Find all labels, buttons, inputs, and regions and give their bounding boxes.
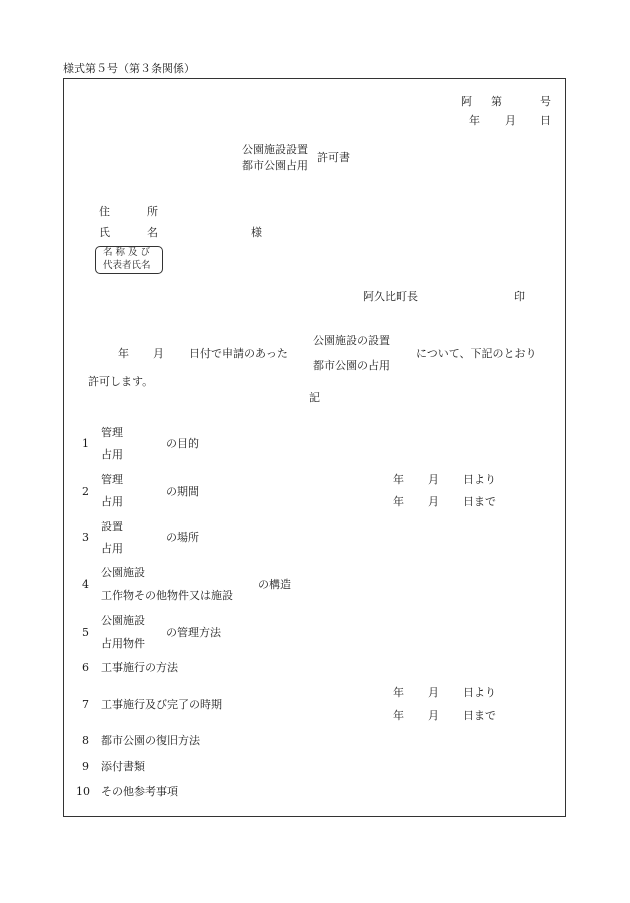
item-3-suffix: の場所 bbox=[166, 531, 199, 544]
item-8-label: 都市公園の復旧方法 bbox=[101, 734, 200, 747]
body-tail: について、下記のとおり bbox=[416, 347, 537, 360]
honorific: 様 bbox=[251, 226, 262, 239]
item-9-number: 9 bbox=[82, 760, 89, 773]
title-suffix: 許可書 bbox=[317, 151, 350, 164]
item-2-from-year: 年 bbox=[393, 473, 404, 486]
item-7-to-year: 年 bbox=[393, 709, 404, 722]
item-6-label: 工事施行の方法 bbox=[101, 661, 178, 674]
header-go: 号 bbox=[540, 95, 551, 108]
item-2-to-day: 日まで bbox=[463, 495, 496, 508]
header-town: 阿 bbox=[461, 95, 472, 108]
item-9-label: 添付書類 bbox=[101, 760, 145, 773]
item-7-from-day: 日より bbox=[463, 686, 496, 699]
item-3-label-b: 占用 bbox=[101, 542, 123, 555]
header-day: 日 bbox=[540, 114, 551, 127]
item-4-number: 4 bbox=[82, 578, 89, 591]
item-3-number: 3 bbox=[82, 531, 89, 544]
item-4-suffix: の構造 bbox=[258, 578, 291, 591]
item-8-number: 8 bbox=[82, 734, 89, 747]
title-line1: 公園施設設置 bbox=[242, 143, 308, 156]
item-7-from-month: 月 bbox=[428, 686, 439, 699]
item-5-label-a: 公園施設 bbox=[101, 614, 145, 627]
item-2-suffix: の期間 bbox=[166, 485, 199, 498]
header-year: 年 bbox=[469, 114, 480, 127]
body-year: 年 bbox=[118, 347, 129, 360]
body-month: 月 bbox=[153, 347, 164, 360]
item-2-number: 2 bbox=[82, 485, 89, 498]
item-5-number: 5 bbox=[82, 626, 89, 639]
item-1-number: 1 bbox=[82, 437, 89, 450]
item-7-label: 工事施行及び完了の時期 bbox=[101, 698, 222, 711]
name-label-1: 氏 bbox=[99, 226, 110, 239]
header-dai: 第 bbox=[491, 95, 502, 108]
address-label-2: 所 bbox=[147, 205, 158, 218]
body-option-2: 都市公園の占用 bbox=[313, 359, 390, 372]
item-3-label-a: 設置 bbox=[101, 520, 123, 533]
item-2-label-b: 占用 bbox=[101, 495, 123, 508]
item-1-suffix: の目的 bbox=[166, 437, 199, 450]
sub-note-line1: 名 称 及 び bbox=[103, 247, 151, 258]
body-line2: 許可します。 bbox=[88, 375, 154, 388]
item-7-from-year: 年 bbox=[393, 686, 404, 699]
item-7-to-day: 日まで bbox=[463, 709, 496, 722]
item-10-number: 10 bbox=[76, 785, 90, 798]
issuer-name: 阿久比町長 bbox=[363, 290, 418, 303]
header-month: 月 bbox=[505, 114, 516, 127]
title-line2: 都市公園占用 bbox=[242, 159, 308, 172]
item-2-from-day: 日より bbox=[463, 473, 496, 486]
item-6-number: 6 bbox=[82, 661, 89, 674]
address-label-1: 住 bbox=[99, 205, 110, 218]
item-2-label-a: 管理 bbox=[101, 473, 123, 486]
name-label-2: 名 bbox=[147, 226, 158, 239]
ki-heading: 記 bbox=[309, 391, 320, 404]
item-4-label-b: 工作物その他物件又は施設 bbox=[101, 589, 233, 602]
item-7-to-month: 月 bbox=[428, 709, 439, 722]
item-10-label: その他参考事項 bbox=[101, 785, 178, 798]
form-label: 様式第５号（第３条関係） bbox=[63, 62, 195, 75]
item-5-suffix: の管理方法 bbox=[166, 626, 221, 639]
item-2-from-month: 月 bbox=[428, 473, 439, 486]
item-5-label-b: 占用物件 bbox=[101, 637, 145, 650]
body-day-phrase: 日付で申請のあった bbox=[189, 347, 288, 360]
item-4-label-a: 公園施設 bbox=[101, 566, 145, 579]
item-1-label-a: 管理 bbox=[101, 426, 123, 439]
item-2-to-month: 月 bbox=[428, 495, 439, 508]
issuer-seal: 印 bbox=[514, 290, 525, 303]
sub-note-line2: 代表者氏名 bbox=[103, 260, 151, 271]
item-7-number: 7 bbox=[82, 698, 89, 711]
body-option-1: 公園施設の設置 bbox=[313, 334, 390, 347]
item-1-label-b: 占用 bbox=[101, 448, 123, 461]
item-2-to-year: 年 bbox=[393, 495, 404, 508]
